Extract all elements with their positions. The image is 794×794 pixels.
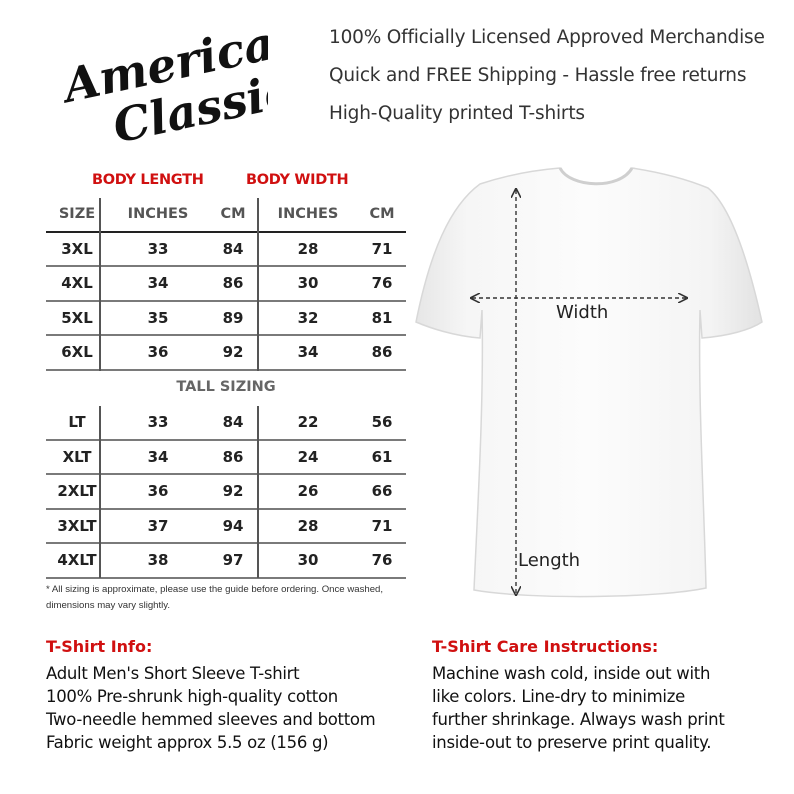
length-inches-cell: 34 [147, 447, 169, 466]
header-width-inches: INCHES [277, 206, 339, 223]
size-cell: 4XLT [57, 551, 97, 570]
column-divider [99, 406, 101, 578]
length-inches-cell: 35 [147, 308, 169, 327]
length-inches-cell: 33 [147, 239, 169, 258]
taglines [329, 26, 765, 140]
group-body-width: BODY WIDTH [246, 172, 349, 188]
length-inches-cell: 33 [147, 413, 169, 432]
length-label: Length [518, 550, 581, 571]
column-divider [257, 406, 259, 578]
length-cm-cell: 89 [222, 308, 244, 327]
care-line: Machine wash cold, inside out with [432, 664, 711, 683]
length-inches-cell: 36 [147, 482, 169, 501]
width-cm-cell: 71 [371, 239, 393, 258]
tall-sizing-title: TALL SIZING [176, 379, 276, 395]
width-cm-cell: 76 [371, 274, 393, 293]
width-inches-cell: 26 [297, 482, 319, 501]
width-cm-cell: 76 [371, 551, 393, 570]
length-inches-cell: 36 [147, 343, 169, 362]
info-line: Adult Men's Short Sleeve T-shirt [46, 664, 300, 683]
length-cm-cell: 92 [222, 343, 244, 362]
column-divider [257, 198, 259, 371]
width-inches-cell: 24 [297, 447, 319, 466]
care-line: like colors. Line-dry to minimize [432, 687, 685, 706]
care-instructions-title: T-Shirt Care Instructions: [432, 637, 659, 656]
size-cell: 5XL [61, 308, 93, 327]
width-inches-cell: 28 [297, 516, 319, 535]
length-cm-cell: 94 [222, 516, 244, 535]
length-cm-cell: 97 [222, 551, 244, 570]
width-inches-cell: 22 [297, 413, 319, 432]
tagline-quality: High-Quality printed T-shirts [329, 103, 585, 124]
size-cell: 4XL [61, 274, 93, 293]
width-cm-cell: 86 [371, 343, 393, 362]
length-cm-cell: 86 [222, 274, 244, 293]
care-line: further shrinkage. Always wash print [432, 710, 725, 729]
tagline-shipping: Quick and FREE Shipping - Hassle free returns [329, 65, 747, 86]
width-inches-cell: 30 [297, 274, 319, 293]
care-instructions-body [432, 662, 762, 754]
header-length-cm: CM [220, 206, 246, 223]
width-inches-cell: 28 [297, 239, 319, 258]
group-body-length: BODY LENGTH [92, 172, 204, 188]
brand-logo [58, 14, 268, 154]
length-cm-cell: 92 [222, 482, 244, 501]
care-line: inside-out to preserve print quality. [432, 733, 712, 752]
size-cell: 3XL [61, 239, 93, 258]
length-cm-cell: 86 [222, 447, 244, 466]
width-cm-cell: 66 [371, 482, 393, 501]
size-cell: 6XL [61, 343, 93, 362]
size-cell: 2XLT [57, 482, 97, 501]
header-size: SIZE [58, 206, 96, 223]
width-cm-cell: 71 [371, 516, 393, 535]
tshirt-info-title: T-Shirt Info: [46, 637, 153, 656]
width-inches-cell: 30 [297, 551, 319, 570]
size-cell: LT [68, 413, 86, 432]
sizing-footnote: * All sizing is approximate, please use the guide before ordering. Once washed, dimensions may vary slightly. [46, 584, 384, 611]
info-line: 100% Pre-shrunk high-quality cotton [46, 687, 338, 706]
info-line: Fabric weight approx 5.5 oz (156 g) [46, 733, 329, 752]
header-width-cm: CM [369, 206, 395, 223]
length-inches-cell: 37 [147, 516, 169, 535]
tshirt-diagram [410, 160, 770, 610]
length-cm-cell: 84 [222, 239, 244, 258]
width-cm-cell: 61 [371, 447, 393, 466]
length-inches-cell: 38 [147, 551, 169, 570]
width-label: Width [556, 302, 609, 323]
tagline-licensed: 100% Officially Licensed Approved Merchandise [329, 27, 765, 48]
width-inches-cell: 32 [297, 308, 319, 327]
header-length-inches: INCHES [127, 206, 189, 223]
width-inches-cell: 34 [297, 343, 319, 362]
tshirt-shape [416, 168, 762, 597]
size-cell: 3XLT [57, 516, 97, 535]
length-cm-cell: 84 [222, 413, 244, 432]
brand-line-2: Classics [108, 57, 268, 154]
column-divider [99, 198, 101, 371]
tshirt-info-body [46, 662, 416, 754]
size-cell: XLT [62, 447, 92, 466]
width-cm-cell: 56 [371, 413, 393, 432]
length-inches-cell: 34 [147, 274, 169, 293]
brand-line-1: American [58, 14, 268, 113]
info-line: Two-needle hemmed sleeves and bottom [46, 710, 376, 729]
width-cm-cell: 81 [371, 308, 393, 327]
